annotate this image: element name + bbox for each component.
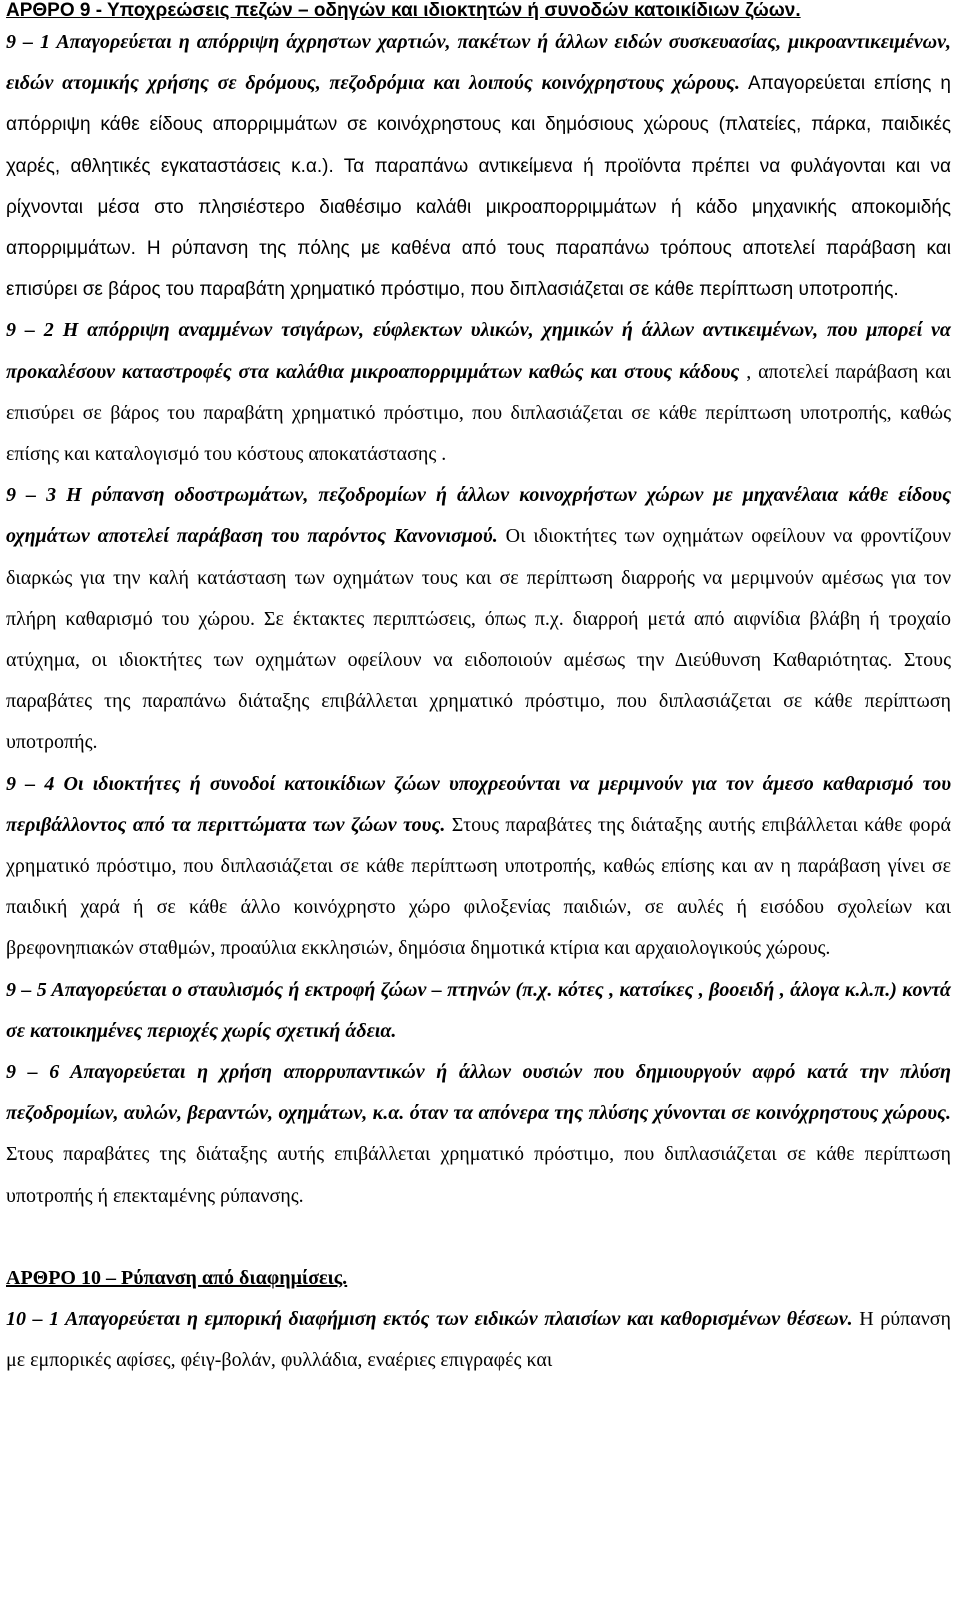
paragraph-9-4-lead: 9 – 4 Οι ιδιοκτήτες ή συνοδοί κατοικίδιων ζώων υποχρεούνται να μεριμνούν για τον άμεσο καθαρισμό του περιβάλλοντος από τα περιττώματα των ζώων τους. xyxy=(6,772,951,836)
paragraph-10-1-lead: 10 – 1 Απαγορεύεται η εμπορική διαφήμιση εκτός των ειδικών πλαισίων και καθορισμένων θέσεων. xyxy=(6,1308,853,1331)
paragraph-9-4-body: Στους παραβάτες της διάταξης αυτής επιβάλλεται κάθε φορά χρηματικό πρόστιμο, που διπλασιάζεται σε κάθε περίπτωση υποτροπής, καθώς επίσης και αν η παράβαση γίνει σε παιδική χαρά ή σε κάθε άλλο κοινόχρηστο χώρο φιλοξενίας παιδιών, σε αυλές ή εισόδου σχολείων και βρεφονηπιακών σταθμών, προαύλια εκκλησιών, δημόσια δημοτικά κτίρια και αρχαιολογικούς χώρους. xyxy=(6,813,951,960)
section-gap xyxy=(6,1217,951,1258)
paragraph-9-1-body: Απαγορεύεται επίσης η απόρριψη κάθε είδους απορριμμάτων σε κοινόχρηστους και δημόσιους χώρους (πλατείες, πάρκα, παιδικές χαρές, αθλητικές εγκαταστάσεις κ.α.). Τα παραπάνω αντικείμενα ή προϊόντα πρέπει να φυλάγονται και να ρίχνονται μέσα στο πλησιέστερο διαθέσιμο καλάθι μικροαπορριμμάτων ή κάδο μηχανικής αποκομιδής απορριμμάτων. Η ρύπανση της πόλης με καθένα από τους παραπάνω τρόπους αποτελεί παράβαση και επισύρει σε βάρος του παραβάτη χρηματικό πρόστιμο, που διπλασιάζεται σε κάθε περίπτωση υποτροπής. xyxy=(6,73,951,301)
paragraph-9-4 xyxy=(6,764,951,970)
article-9-heading-text: ΑΡΘΡΟ 9 - Υποχρεώσεις πεζών – οδηγών και ιδιοκτητών ή συνοδών κατοικίδιων ζώων. xyxy=(6,0,801,21)
article-9-heading xyxy=(6,0,951,22)
paragraph-9-1-lead: 9 – 1 Απαγορεύεται η απόρριψη άχρηστων χαρτιών, πακέτων ή άλλων ειδών συσκευασίας, μικροαντικειμένων, ειδών ατομικής χρήσης σε δρόμους, πεζοδρόμια και λοιπούς κοινόχρηστους χώρους. xyxy=(6,31,951,95)
article-10-heading xyxy=(6,1258,951,1299)
paragraph-9-5-lead: 9 – 5 Απαγορεύεται ο σταυλισμός ή εκτροφή ζώων – πτηνών (π.χ. κότες , κατσίκες , βοοειδή , άλογα κ.λ.π.) κοντά σε κατοικημένες περιοχές χωρίς σχετική άδεια. xyxy=(6,978,951,1042)
paragraph-10-1 xyxy=(6,1299,951,1381)
paragraph-9-3-body: Οι ιδιοκτήτες των οχημάτων οφείλουν να φροντίζουν διαρκώς για την καλή κατάσταση των οχημάτων τους και σε περίπτωση διαρροής να μεριμνούν αμέσως για τον πλήρη καθαρισμό του χώρου. Σε έκτακτες περιπτώσεις, όπως π.χ. διαρροή μετά από αιφνίδια βλάβη ή τροχαίο ατύχημα, οι ιδιοκτήτες των οχημάτων οφείλουν να ειδοποιούν αμέσως την Διεύθυνση Καθαριότητας. Στους παραβάτες της παραπάνω διάταξης επιβάλλεται χρηματικό πρόστιμο, που διπλασιάζεται σε κάθε περίπτωση υποτροπής. xyxy=(6,525,952,754)
paragraph-9-2-lead: 9 – 2 Η απόρριψη αναμμένων τσιγάρων, εύφλεκτων υλικών, χημικών ή άλλων αντικειμένων, που μπορεί να προκαλέσουν καταστροφές στα καλάθια μικροαπορριμμάτων καθώς και στους κάδους xyxy=(6,319,951,383)
paragraph-9-5 xyxy=(6,970,951,1052)
paragraph-9-3-lead: 9 – 3 Η ρύπανση οδοστρωμάτων, πεζοδρομίων ή άλλων κοινοχρήστων χώρων με μηχανέλαια κάθε είδους οχημάτων αποτελεί παράβαση του παρόντος Κανονισμού. xyxy=(6,484,951,548)
paragraph-10-1-body: Η ρύπανση με εμπορικές αφίσες, φέιγ-βολάν, φυλλάδια, εναέριες επιγραφές και xyxy=(6,1308,951,1372)
article-10-heading-text: ΑΡΘΡΟ 10 – Ρύπανση από διαφημίσεις. xyxy=(6,1266,348,1289)
paragraph-9-2-body: , αποτελεί παράβαση και επισύρει σε βάρος του παραβάτη χρηματικό πρόστιμο, που διπλασιάζεται σε κάθε περίπτωση υποτροπής, καθώς επίσης και καταλογισμό του κόστους αποκατάστασης . xyxy=(6,360,951,466)
article-9-heading-block xyxy=(6,0,951,22)
paragraph-9-6-lead: 9 – 6 Απαγορεύεται η χρήση απορρυπαντικών ή άλλων ουσιών που δημιουργούν αφρό κατά την πλύση πεζοδρομίων, αυλών, βεραντών, οχημάτων, κ.α. όταν τα απόνερα της πλύσης χύνονται σε κοινόχρηστους χώρους. xyxy=(6,1061,951,1125)
paragraph-9-2 xyxy=(6,310,951,475)
paragraph-9-3 xyxy=(6,475,951,763)
paragraph-9-6 xyxy=(6,1052,951,1217)
paragraph-9-1 xyxy=(6,22,951,310)
paragraph-9-6-body: Στους παραβάτες της διάταξης αυτής επιβάλλεται χρηματικό πρόστιμο, που διπλασιάζεται σε κάθε περίπτωση υποτροπής ή επεκταμένης ρύπανσης. xyxy=(6,1143,951,1207)
